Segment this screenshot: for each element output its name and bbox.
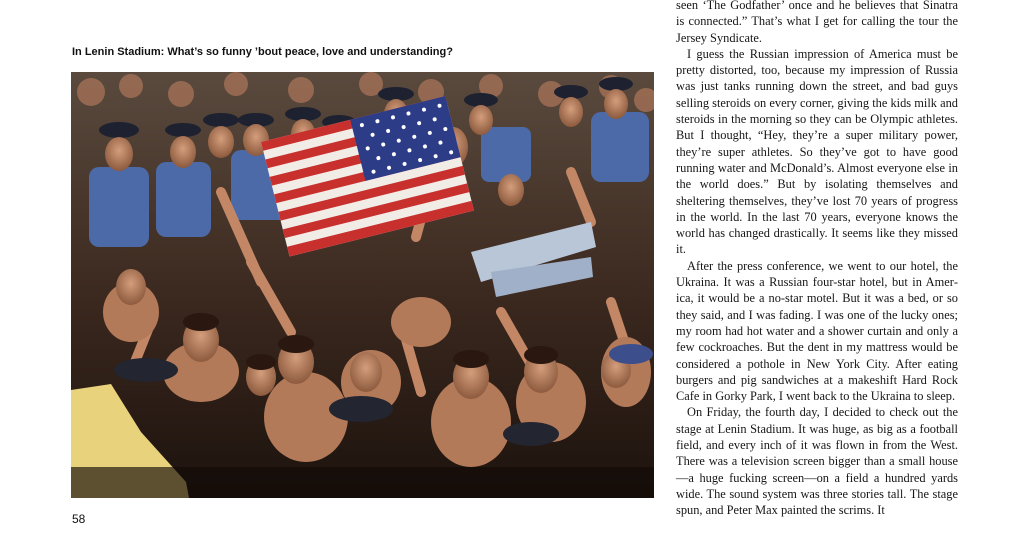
photo-caption: In Lenin Stadium: What’s so funny ’bout peace, love and understanding? (72, 46, 453, 58)
body-text-column (676, 0, 958, 519)
crowd-photo (71, 72, 654, 498)
paragraph: seen ‘The Godfather’ once and he believes that Sinatra is connected.” That’s what I get for calling the tour the Jersey Syndicate. (676, 0, 958, 45)
page-number: 58 (72, 512, 86, 526)
crowd-photo-image (71, 72, 654, 498)
paragraph: After the press conference, we went to our hotel, the Ukraina. It was a Russian four-star hotel, but in America, it would be a no-star motel. But it was a bed, or so they said, and I was fading. I was one of the lucky ones; my room had hot water and a shower curtain and only a few cockroaches. But the dent in my mattress would be considered a pothole in New York City. After eating burgers and pig sandwiches at a makeshift Hard Rock Cafe in Gorky Park, I went back to the Ukraina to sleep. (676, 258, 958, 404)
paragraph: On Friday, the fourth day, I decided to check out the stage at Lenin Stadium. It was huge, as big as a football field, and every inch of it was flown in from the West. There was a television screen bigger than a small house—a huge fucking screen—on a field a hundred yards wide. The sound system was three stories tall. The stage spun, and Peter Max painted the scrims. It (676, 405, 958, 518)
paragraph: I guess the Russian impression of America must be pretty distorted, too, because my impression of Russia was just tanks running down the street, and bad guys selling steroids on every corner, giving the kids milk and steroids in the morning so they can be Olympic athletes. But I thought, “Hey, they’re a super military power, they’re super athletes. So they’ve got to have good running water and McDonald’s. Almost everyone else in the world does.” But by isolating themselves and sheltering themselves, they’ve lost 70 years of progress in the world. In the last 70 years, everyone knows the world has changed drastically. It seems like they missed it. (676, 46, 958, 257)
